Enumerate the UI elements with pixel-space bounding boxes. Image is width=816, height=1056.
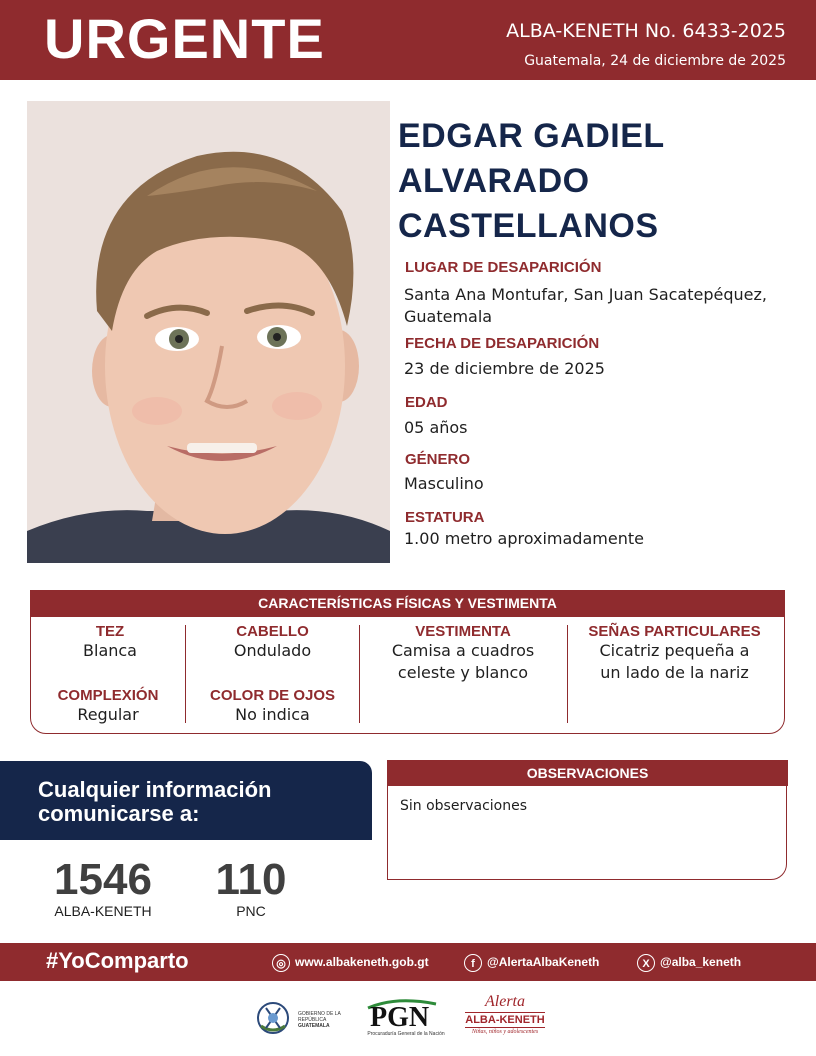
field-value-edad: 05 años [404, 418, 468, 437]
char-tez [45, 623, 175, 662]
char-label: COLOR DE OJOS [209, 687, 336, 704]
phone-label: ALBA-KENETH [54, 903, 152, 919]
guatemala-government-logo [252, 998, 360, 1038]
phone-number: 110 [215, 855, 287, 904]
char-senas [572, 623, 777, 684]
name-line: EDGAR GADIEL [398, 117, 665, 155]
char-label: VESTIMENTA [415, 623, 511, 640]
x-icon: X [637, 954, 655, 972]
characteristics-title: CARACTERÍSTICAS FÍSICAS Y VESTIMENTA [30, 590, 785, 617]
gov-line: GOBIERNO DE LA REPÚBLICA [298, 1011, 341, 1023]
divider [567, 625, 568, 723]
observations-text: Sin observaciones [400, 798, 528, 814]
alerta-alba-keneth-logo [465, 994, 545, 1040]
char-value: Regular [77, 705, 139, 724]
pgn-logo [366, 998, 446, 1038]
person-name [398, 114, 798, 249]
contact-line: comunicarse a: [38, 801, 200, 826]
gov-text [298, 1011, 362, 1029]
globe-icon: ◎ [272, 954, 290, 972]
website-link[interactable] [272, 952, 429, 972]
urgent-title: URGENTE [44, 7, 325, 70]
field-label-fecha: FECHA DE DESAPARICIÓN [405, 335, 600, 352]
char-complexion [40, 687, 176, 726]
observations-title: OBSERVACIONES [387, 760, 788, 786]
portrait-illustration [27, 101, 390, 563]
field-value-genero: Masculino [404, 474, 484, 493]
name-line: CASTELLANOS [398, 207, 659, 245]
contact-line: Cualquier información [38, 777, 272, 802]
missing-person-photo [27, 101, 390, 563]
field-label-edad: EDAD [405, 394, 448, 411]
name-line: ALVARADO [398, 162, 590, 200]
char-label: TEZ [95, 623, 125, 640]
field-value-fecha: 23 de diciembre de 2025 [404, 359, 605, 378]
x-text: @alba_keneth [660, 955, 742, 969]
alert-date: Guatemala, 24 de diciembre de 2025 [524, 53, 786, 69]
divider [185, 625, 186, 723]
alerta-word: Alerta [485, 993, 525, 1010]
char-value: Ondulado [233, 641, 312, 660]
field-value-estatura: 1.00 metro aproximadamente [404, 529, 644, 548]
field-value-line: Santa Ana Montufar, San Juan Sacatepéquez, [404, 285, 767, 304]
field-value-line: Guatemala [404, 307, 493, 326]
alerta-sub: Niñas, niños y adolescentes [471, 1029, 539, 1035]
alerta-main: ALBA-KENETH [465, 1014, 545, 1026]
alert-number: ALBA-KENETH No. 6433-2025 [506, 20, 786, 42]
x-link[interactable] [637, 952, 741, 972]
facebook-link[interactable] [464, 952, 599, 972]
website-text: www.albakeneth.gob.gt [295, 955, 429, 969]
char-label: SEÑAS PARTICULARES [588, 623, 761, 640]
char-ojos [190, 687, 355, 726]
divider [359, 625, 360, 723]
field-value-lugar [404, 284, 767, 328]
field-label-estatura: ESTATURA [405, 509, 485, 526]
pgn-subtext: Procuraduría General de la Nación [367, 1031, 445, 1037]
hashtag: #YoComparto [46, 948, 189, 973]
gov-line: GUATEMALA [298, 1023, 330, 1029]
phone-number: 1546 [54, 855, 152, 904]
char-value-line: Cicatriz pequeña a [599, 641, 750, 660]
char-value-line: Camisa a cuadros [391, 641, 535, 660]
contact-text [38, 778, 358, 826]
char-label: CABELLO [236, 623, 309, 640]
pgn-text: PGN [370, 1002, 430, 1033]
field-label-genero: GÉNERO [405, 451, 471, 468]
char-value: Blanca [83, 641, 137, 660]
char-value: No indica [235, 705, 310, 724]
phone-alba-keneth[interactable] [42, 855, 164, 919]
char-vestimenta [364, 623, 562, 684]
char-cabello [190, 623, 355, 662]
char-value-line: celeste y blanco [397, 663, 529, 682]
facebook-text: @AlertaAlbaKeneth [487, 955, 600, 969]
phone-pnc[interactable] [206, 855, 296, 919]
facebook-icon: f [464, 954, 482, 972]
char-label: COMPLEXIÓN [57, 687, 159, 704]
char-value-line: un lado de la nariz [600, 663, 749, 682]
coat-of-arms-icon [252, 998, 294, 1038]
phone-label: PNC [236, 903, 266, 919]
field-label-lugar: LUGAR DE DESAPARICIÓN [405, 259, 602, 276]
